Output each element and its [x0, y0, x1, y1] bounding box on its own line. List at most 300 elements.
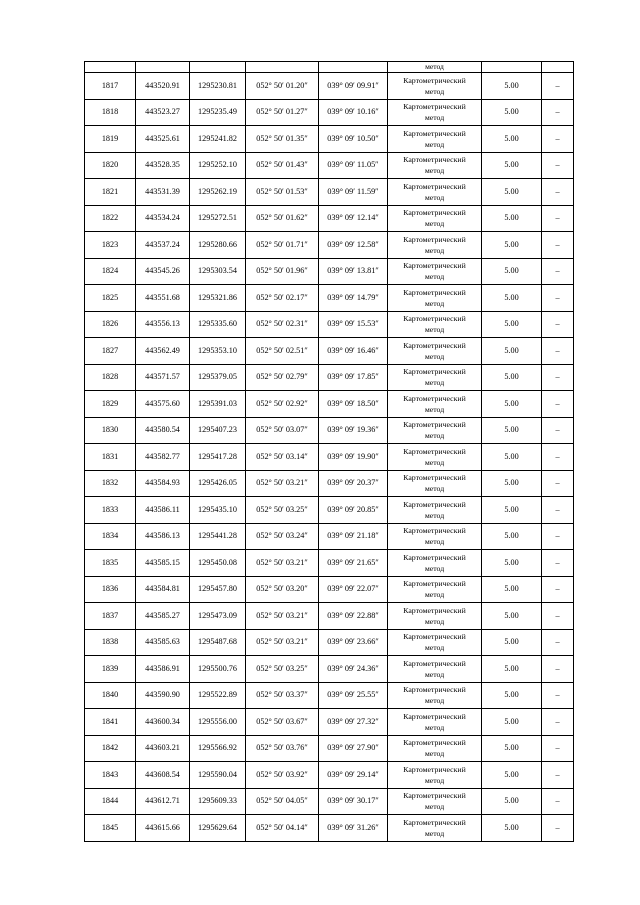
method-line-2: метод — [424, 457, 445, 467]
note-cell: – — [542, 99, 574, 126]
table-row — [85, 576, 574, 603]
accuracy-cell: 5.00 — [482, 815, 542, 842]
note-cell: – — [542, 232, 574, 259]
y-coordinate-cell: 1295450.08 — [190, 550, 246, 577]
method-line-1: Картометрический — [403, 340, 466, 350]
point-number-cell: 1831 — [85, 444, 136, 471]
method-line-1: Картометрический — [403, 234, 466, 244]
latitude-cell: 052° 50′ 01.27″ — [246, 99, 319, 126]
table-row — [85, 205, 574, 232]
note-cell: – — [542, 497, 574, 524]
longitude-cell: 039° 09′ 21.18″ — [319, 523, 388, 550]
method-line-2: метод — [424, 749, 445, 759]
cell-empty — [136, 62, 190, 73]
method-line-2: метод — [424, 722, 445, 732]
y-coordinate-cell: 1295272.51 — [190, 205, 246, 232]
longitude-cell: 039° 09′ 10.50″ — [319, 126, 388, 153]
accuracy-cell: 5.00 — [482, 523, 542, 550]
method-line-2: метод — [424, 643, 445, 653]
method-line-2: метод — [424, 431, 445, 441]
note-cell: – — [542, 682, 574, 709]
note-cell: – — [542, 735, 574, 762]
table-row — [85, 788, 574, 815]
point-number-cell: 1833 — [85, 497, 136, 524]
point-number-cell: 1835 — [85, 550, 136, 577]
x-coordinate-cell: 443537.24 — [136, 232, 190, 259]
point-number-cell: 1845 — [85, 815, 136, 842]
method-line-2: метод — [424, 484, 445, 494]
method-cell — [388, 788, 482, 815]
latitude-cell: 052° 50′ 03.25″ — [246, 497, 319, 524]
longitude-cell: 039° 09′ 14.79″ — [319, 285, 388, 312]
x-coordinate-cell: 443551.68 — [136, 285, 190, 312]
accuracy-cell: 5.00 — [482, 735, 542, 762]
note-cell: – — [542, 550, 574, 577]
x-coordinate-cell: 443585.27 — [136, 603, 190, 630]
latitude-cell: 052° 50′ 03.25″ — [246, 656, 319, 683]
point-number-cell: 1836 — [85, 576, 136, 603]
accuracy-cell: 5.00 — [482, 391, 542, 418]
accuracy-cell: 5.00 — [482, 179, 542, 206]
accuracy-cell: 5.00 — [482, 629, 542, 656]
latitude-cell: 052° 50′ 01.20″ — [246, 73, 319, 100]
x-coordinate-cell: 443571.57 — [136, 364, 190, 391]
x-coordinate-cell: 443523.27 — [136, 99, 190, 126]
table-row — [85, 364, 574, 391]
table-row — [85, 444, 574, 471]
method-cell — [388, 735, 482, 762]
method-line-2: метод — [424, 563, 445, 573]
method-line-2: метод — [424, 351, 445, 361]
table-row — [85, 417, 574, 444]
y-coordinate-cell: 1295441.28 — [190, 523, 246, 550]
method-line-1: Картометрический — [403, 738, 466, 748]
method-line-1: Картометрический — [403, 552, 466, 562]
method-cell — [388, 391, 482, 418]
y-coordinate-cell: 1295303.54 — [190, 258, 246, 285]
latitude-cell: 052° 50′ 03.20″ — [246, 576, 319, 603]
longitude-cell: 039° 09′ 31.26″ — [319, 815, 388, 842]
accuracy-cell: 5.00 — [482, 444, 542, 471]
accuracy-cell: 5.00 — [482, 232, 542, 259]
accuracy-cell: 5.00 — [482, 364, 542, 391]
longitude-cell: 039° 09′ 22.88″ — [319, 603, 388, 630]
point-number-cell: 1844 — [85, 788, 136, 815]
table-row — [85, 815, 574, 842]
method-line-1: Картометрический — [403, 473, 466, 483]
latitude-cell: 052° 50′ 03.07″ — [246, 417, 319, 444]
method-line-2: метод — [424, 510, 445, 520]
longitude-cell: 039° 09′ 29.14″ — [319, 762, 388, 789]
method-line-1: Картометрический — [403, 791, 466, 801]
method-cell — [388, 285, 482, 312]
y-coordinate-cell: 1295500.76 — [190, 656, 246, 683]
point-number-cell: 1841 — [85, 709, 136, 736]
latitude-cell: 052° 50′ 02.51″ — [246, 338, 319, 365]
method-line-1: Картометрический — [403, 579, 466, 589]
method-line-1: Картометрический — [403, 208, 466, 218]
accuracy-cell: 5.00 — [482, 762, 542, 789]
y-coordinate-cell: 1295566.92 — [190, 735, 246, 762]
y-coordinate-cell: 1295353.10 — [190, 338, 246, 365]
method-line-2: метод — [424, 669, 445, 679]
y-coordinate-cell: 1295417.28 — [190, 444, 246, 471]
x-coordinate-cell: 443531.39 — [136, 179, 190, 206]
method-cell — [388, 126, 482, 153]
table-row — [85, 523, 574, 550]
point-number-cell: 1839 — [85, 656, 136, 683]
x-coordinate-cell: 443585.63 — [136, 629, 190, 656]
latitude-cell: 052° 50′ 03.92″ — [246, 762, 319, 789]
note-cell: – — [542, 656, 574, 683]
latitude-cell: 052° 50′ 03.21″ — [246, 629, 319, 656]
point-number-cell: 1834 — [85, 523, 136, 550]
method-line-1: Картометрический — [403, 75, 466, 85]
table-row — [85, 603, 574, 630]
method-cell — [388, 682, 482, 709]
table-row — [85, 629, 574, 656]
table-row — [85, 470, 574, 497]
method-line-2: метод — [424, 325, 445, 335]
accuracy-cell: 5.00 — [482, 470, 542, 497]
latitude-cell: 052° 50′ 03.67″ — [246, 709, 319, 736]
accuracy-cell: 5.00 — [482, 99, 542, 126]
method-line-1: Картометрический — [403, 287, 466, 297]
accuracy-cell: 5.00 — [482, 205, 542, 232]
y-coordinate-cell: 1295426.05 — [190, 470, 246, 497]
note-cell: – — [542, 444, 574, 471]
accuracy-cell: 5.00 — [482, 258, 542, 285]
method-line-2: метод — [424, 696, 445, 706]
note-cell: – — [542, 285, 574, 312]
accuracy-cell: 5.00 — [482, 152, 542, 179]
point-number-cell: 1827 — [85, 338, 136, 365]
method-cell — [388, 338, 482, 365]
point-number-cell: 1824 — [85, 258, 136, 285]
x-coordinate-cell: 443612.71 — [136, 788, 190, 815]
latitude-cell: 052° 50′ 03.21″ — [246, 470, 319, 497]
method-line-2: метод — [424, 219, 445, 229]
point-number-cell: 1826 — [85, 311, 136, 338]
note-cell: – — [542, 709, 574, 736]
x-coordinate-cell: 443556.13 — [136, 311, 190, 338]
method-line-1: Картометрический — [403, 102, 466, 112]
note-cell: – — [542, 762, 574, 789]
continued-row — [85, 62, 574, 73]
longitude-cell: 039° 09′ 13.81″ — [319, 258, 388, 285]
latitude-cell: 052° 50′ 01.96″ — [246, 258, 319, 285]
latitude-cell: 052° 50′ 03.14″ — [246, 444, 319, 471]
cell-empty — [319, 62, 388, 73]
note-cell: – — [542, 152, 574, 179]
x-coordinate-cell: 443590.90 — [136, 682, 190, 709]
longitude-cell: 039° 09′ 11.59″ — [319, 179, 388, 206]
continued-method-cell: метод — [388, 62, 482, 73]
latitude-cell: 052° 50′ 04.14″ — [246, 815, 319, 842]
method-cell — [388, 311, 482, 338]
latitude-cell: 052° 50′ 02.17″ — [246, 285, 319, 312]
longitude-cell: 039° 09′ 16.46″ — [319, 338, 388, 365]
y-coordinate-cell: 1295280.66 — [190, 232, 246, 259]
longitude-cell: 039° 09′ 20.37″ — [319, 470, 388, 497]
y-coordinate-cell: 1295230.81 — [190, 73, 246, 100]
method-line-1: Картометрический — [403, 367, 466, 377]
table-row — [85, 285, 574, 312]
longitude-cell: 039° 09′ 17.85″ — [319, 364, 388, 391]
point-number-cell: 1842 — [85, 735, 136, 762]
method-cell — [388, 152, 482, 179]
x-coordinate-cell: 443600.34 — [136, 709, 190, 736]
method-cell — [388, 815, 482, 842]
point-number-cell: 1843 — [85, 762, 136, 789]
y-coordinate-cell: 1295435.10 — [190, 497, 246, 524]
table-row — [85, 311, 574, 338]
longitude-cell: 039° 09′ 12.14″ — [319, 205, 388, 232]
accuracy-cell: 5.00 — [482, 576, 542, 603]
y-coordinate-cell: 1295556.00 — [190, 709, 246, 736]
longitude-cell: 039° 09′ 30.17″ — [319, 788, 388, 815]
method-line-2: метод — [424, 139, 445, 149]
note-cell: – — [542, 788, 574, 815]
table-row — [85, 391, 574, 418]
point-number-cell: 1829 — [85, 391, 136, 418]
cell-empty — [246, 62, 319, 73]
latitude-cell: 052° 50′ 02.92″ — [246, 391, 319, 418]
method-cell — [388, 470, 482, 497]
y-coordinate-cell: 1295609.33 — [190, 788, 246, 815]
latitude-cell: 052° 50′ 03.76″ — [246, 735, 319, 762]
method-cell — [388, 417, 482, 444]
cell-empty — [190, 62, 246, 73]
method-line-1: Картометрический — [403, 658, 466, 668]
method-line-2: метод — [424, 590, 445, 600]
method-line-1: Картометрический — [403, 632, 466, 642]
point-number-cell: 1823 — [85, 232, 136, 259]
accuracy-cell: 5.00 — [482, 497, 542, 524]
point-number-cell: 1821 — [85, 179, 136, 206]
latitude-cell: 052° 50′ 04.05″ — [246, 788, 319, 815]
latitude-cell: 052° 50′ 01.62″ — [246, 205, 319, 232]
table-row — [85, 99, 574, 126]
method-line-2: метод — [424, 272, 445, 282]
method-line-1: Картометрический — [403, 526, 466, 536]
longitude-cell: 039° 09′ 27.90″ — [319, 735, 388, 762]
note-cell: – — [542, 126, 574, 153]
x-coordinate-cell: 443585.15 — [136, 550, 190, 577]
accuracy-cell: 5.00 — [482, 417, 542, 444]
method-cell — [388, 709, 482, 736]
longitude-cell: 039° 09′ 25.55″ — [319, 682, 388, 709]
x-coordinate-cell: 443528.35 — [136, 152, 190, 179]
note-cell: – — [542, 470, 574, 497]
cell-empty — [542, 62, 574, 73]
method-cell — [388, 603, 482, 630]
method-cell — [388, 258, 482, 285]
y-coordinate-cell: 1295335.60 — [190, 311, 246, 338]
latitude-cell: 052° 50′ 01.71″ — [246, 232, 319, 259]
y-coordinate-cell: 1295629.64 — [190, 815, 246, 842]
x-coordinate-cell: 443584.93 — [136, 470, 190, 497]
latitude-cell: 052° 50′ 02.79″ — [246, 364, 319, 391]
x-coordinate-cell: 443615.66 — [136, 815, 190, 842]
table-row — [85, 709, 574, 736]
longitude-cell: 039° 09′ 11.05″ — [319, 152, 388, 179]
method-line-1: Картометрический — [403, 393, 466, 403]
table-body — [85, 62, 574, 842]
note-cell: – — [542, 364, 574, 391]
y-coordinate-cell: 1295487.68 — [190, 629, 246, 656]
longitude-cell: 039° 09′ 09.91″ — [319, 73, 388, 100]
note-cell: – — [542, 179, 574, 206]
method-line-2: метод — [424, 192, 445, 202]
table-row — [85, 179, 574, 206]
latitude-cell: 052° 50′ 03.37″ — [246, 682, 319, 709]
x-coordinate-cell: 443580.54 — [136, 417, 190, 444]
method-cell — [388, 550, 482, 577]
longitude-cell: 039° 09′ 12.58″ — [319, 232, 388, 259]
table-row — [85, 258, 574, 285]
latitude-cell: 052° 50′ 01.53″ — [246, 179, 319, 206]
y-coordinate-cell: 1295457.80 — [190, 576, 246, 603]
longitude-cell: 039° 09′ 24.36″ — [319, 656, 388, 683]
longitude-cell: 039° 09′ 22.07″ — [319, 576, 388, 603]
method-line-1: Картометрический — [403, 181, 466, 191]
x-coordinate-cell: 443520.91 — [136, 73, 190, 100]
x-coordinate-cell: 443545.26 — [136, 258, 190, 285]
table-row — [85, 126, 574, 153]
longitude-cell: 039° 09′ 15.53″ — [319, 311, 388, 338]
cell-empty — [482, 62, 542, 73]
point-number-cell: 1838 — [85, 629, 136, 656]
note-cell: – — [542, 815, 574, 842]
note-cell: – — [542, 603, 574, 630]
y-coordinate-cell: 1295473.09 — [190, 603, 246, 630]
method-line-1: Картометрический — [403, 817, 466, 827]
y-coordinate-cell: 1295252.10 — [190, 152, 246, 179]
cell-empty — [85, 62, 136, 73]
method-cell — [388, 205, 482, 232]
x-coordinate-cell: 443575.60 — [136, 391, 190, 418]
accuracy-cell: 5.00 — [482, 73, 542, 100]
method-cell — [388, 179, 482, 206]
method-cell — [388, 656, 482, 683]
x-coordinate-cell: 443586.13 — [136, 523, 190, 550]
y-coordinate-cell: 1295590.04 — [190, 762, 246, 789]
accuracy-cell: 5.00 — [482, 338, 542, 365]
method-cell — [388, 497, 482, 524]
method-line-2: метод — [424, 616, 445, 626]
x-coordinate-cell: 443584.81 — [136, 576, 190, 603]
method-line-2: метод — [424, 828, 445, 838]
y-coordinate-cell: 1295379.05 — [190, 364, 246, 391]
note-cell: – — [542, 338, 574, 365]
longitude-cell: 039° 09′ 21.65″ — [319, 550, 388, 577]
method-line-1: Картометрический — [403, 128, 466, 138]
method-cell — [388, 576, 482, 603]
table-row — [85, 73, 574, 100]
y-coordinate-cell: 1295241.82 — [190, 126, 246, 153]
table-row — [85, 152, 574, 179]
x-coordinate-cell: 443534.24 — [136, 205, 190, 232]
point-number-cell: 1837 — [85, 603, 136, 630]
accuracy-cell: 5.00 — [482, 709, 542, 736]
note-cell: – — [542, 629, 574, 656]
longitude-cell: 039° 09′ 18.50″ — [319, 391, 388, 418]
accuracy-cell: 5.00 — [482, 603, 542, 630]
accuracy-cell: 5.00 — [482, 788, 542, 815]
point-number-cell: 1819 — [85, 126, 136, 153]
point-number-cell: 1820 — [85, 152, 136, 179]
note-cell: – — [542, 417, 574, 444]
method-cell — [388, 99, 482, 126]
method-cell — [388, 73, 482, 100]
method-line-2: метод — [424, 537, 445, 547]
table-row — [85, 682, 574, 709]
note-cell: – — [542, 258, 574, 285]
longitude-cell: 039° 09′ 23.66″ — [319, 629, 388, 656]
accuracy-cell: 5.00 — [482, 126, 542, 153]
table-row — [85, 735, 574, 762]
point-number-cell: 1825 — [85, 285, 136, 312]
x-coordinate-cell: 443603.21 — [136, 735, 190, 762]
x-coordinate-cell: 443608.54 — [136, 762, 190, 789]
method-line-2: метод — [424, 378, 445, 388]
method-line-2: метод — [424, 166, 445, 176]
note-cell: – — [542, 311, 574, 338]
method-line-1: Картометрический — [403, 711, 466, 721]
accuracy-cell: 5.00 — [482, 656, 542, 683]
method-line-2: метод — [424, 802, 445, 812]
method-line-2: метод — [424, 404, 445, 414]
table-row — [85, 762, 574, 789]
method-line-1: Картометрический — [403, 499, 466, 509]
method-cell — [388, 364, 482, 391]
x-coordinate-cell: 443586.11 — [136, 497, 190, 524]
x-coordinate-cell: 443582.77 — [136, 444, 190, 471]
y-coordinate-cell: 1295262.19 — [190, 179, 246, 206]
latitude-cell: 052° 50′ 01.35″ — [246, 126, 319, 153]
method-cell — [388, 629, 482, 656]
note-cell: – — [542, 73, 574, 100]
point-number-cell: 1832 — [85, 470, 136, 497]
method-line-1: Картометрический — [403, 764, 466, 774]
method-line-2: метод — [424, 113, 445, 123]
note-cell: – — [542, 523, 574, 550]
method-line-2: метод — [424, 298, 445, 308]
table-row — [85, 550, 574, 577]
method-cell — [388, 444, 482, 471]
coordinates-table — [84, 61, 574, 842]
method-line-1: Картометрический — [403, 685, 466, 695]
latitude-cell: 052° 50′ 03.24″ — [246, 523, 319, 550]
longitude-cell: 039° 09′ 19.90″ — [319, 444, 388, 471]
latitude-cell: 052° 50′ 02.31″ — [246, 311, 319, 338]
latitude-cell: 052° 50′ 03.21″ — [246, 603, 319, 630]
y-coordinate-cell: 1295321.86 — [190, 285, 246, 312]
method-line-2: метод — [424, 86, 445, 96]
point-number-cell: 1840 — [85, 682, 136, 709]
y-coordinate-cell: 1295235.49 — [190, 99, 246, 126]
table-row — [85, 232, 574, 259]
x-coordinate-cell: 443525.61 — [136, 126, 190, 153]
latitude-cell: 052° 50′ 03.21″ — [246, 550, 319, 577]
note-cell: – — [542, 391, 574, 418]
y-coordinate-cell: 1295522.89 — [190, 682, 246, 709]
method-line-2: метод — [424, 245, 445, 255]
method-line-1: Картометрический — [403, 314, 466, 324]
note-cell: – — [542, 576, 574, 603]
point-number-cell: 1828 — [85, 364, 136, 391]
